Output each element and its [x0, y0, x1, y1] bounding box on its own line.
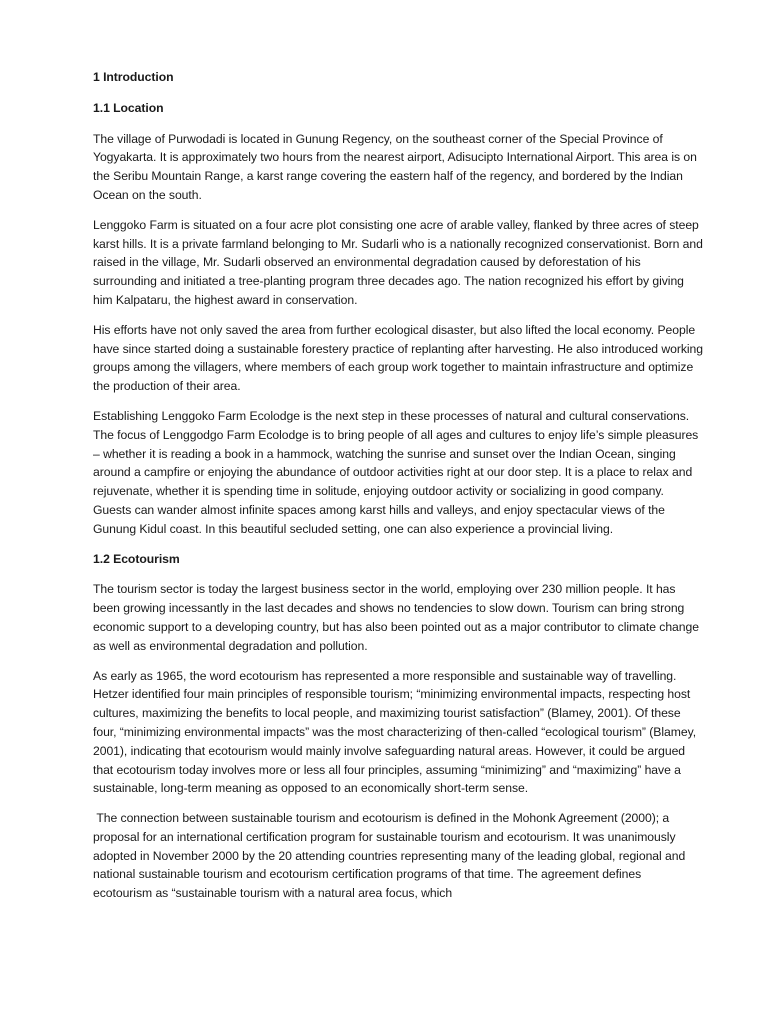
paragraph-location-3: His efforts have not only saved the area from further ecological disaster, but also lifted the local economy. People have since started doing a sustainable forestery practice of replanting after harvesting. He also introduced working groups among the villagers, where members of each group work together to maintain infrastructure and optimize the production of their area. [93, 322, 704, 394]
section-heading-location: 1.1 Location [93, 100, 164, 115]
section-heading-introduction: 1 Introduction [93, 70, 174, 84]
paragraph-location-4: Establishing Lenggoko Farm Ecolodge is the next step in these processes of natural and cultural conservations. The focus of Lenggodgo Farm Ecolodge is to bring people of all ages and cultures to enjoy life’s simple pleasures – whether it is reading a book in a hammock, watching the sunrise and sunset over the Indian Ocean, singing around a campfire or enjoying the abundance of outdoor activities right at our door step. It is a place to relax and rejuvenate, whether it is spending time in solitude, enjoying outdoor activity or socializing in good company. Guests can wander almost infinite spaces among karst hills and valleys, and enjoy spectacular views of the Gunung Kidul coast. In this beautiful secluded setting, one can also experience a provincial living. [93, 408, 699, 536]
document-body [93, 68, 703, 914]
paragraph-ecotourism-3: The connection between sustainable tourism and ecotourism is defined in the Mohonk Agreement (2000); a proposal for an international certification program for sustainable tourism and ecotourism. It was unanimously adopted in November 2000 by the 20 attending countries representing many of the leading global, regional and national sustainable tourism and ecotourism certification programs of that time. The agreement defines ecotourism as “sustainable tourism with a natural area focus, which [93, 811, 689, 901]
paragraph-ecotourism-1: The tourism sector is today the largest business sector in the world, employing over 230 million people. It has been growing incessantly in the last decades and shows no tendencies to slow down. Tourism can bring strong economic support to a developing country, but has also been pointed out as a major contributor to climate change as well as environmental degradation and pollution. [93, 582, 699, 653]
paragraph-location-1: The village of Purwodadi is located in Gunung Regency, on the southeast corner of the Special Province of Yogyakarta. It is approximately two hours from the nearest airport, Adisucipto International Airport. This area is on the Seribu Mountain Range, a karst range covering the eastern half of the regency, and bordered by the Indian Ocean on the south. [93, 131, 697, 202]
paragraph-ecotourism-2: As early as 1965, the word ecotourism has represented a more responsible and sustainable way of travelling. Hetzer identified four main principles of responsible tourism; “minimizing environmental impacts, respecting host cultures, maximizing the benefits to local people, and maximizing tourist satisfaction” (Blamey, 2001). Of these four, “minimizing environmental impacts” was the most characterizing of then-called “ecological tourism” (Blamey, 2001), indicating that ecotourism would mainly involve safeguarding natural areas. However, it could be argued that ecotourism today involves more or less all four principles, assuming “minimizing” and “maximizing” have a sustainable, long-term meaning as opposed to an economically short-term sense. [93, 668, 697, 796]
section-heading-ecotourism: 1.2 Ecotourism [93, 551, 180, 566]
paragraph-location-2: Lenggoko Farm is situated on a four acre plot consisting one acre of arable valley, flanked by three acres of steep karst hills. It is a private farmland belonging to Mr. Sudarli who is a nationally recognized conservationist. Born and raised in the village, Mr. Sudarli observed an environmental degradation caused by deforestation of his surrounding and initiated a tree-planting program three decades ago. The nation recognized his effort by giving him Kalpataru, the highest award in conservation. [93, 217, 703, 307]
